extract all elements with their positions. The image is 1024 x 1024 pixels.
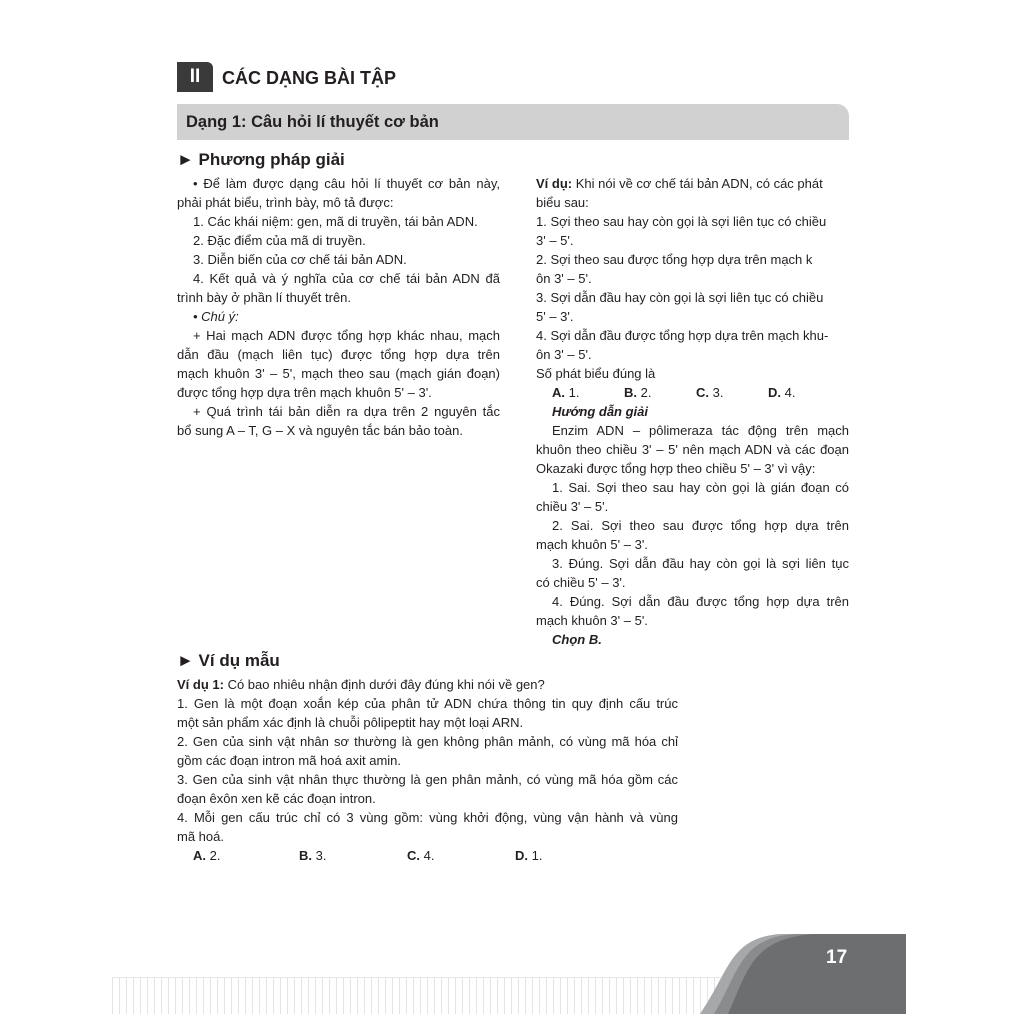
text-line: Okazaki được tổng hợp theo chiều 5' – 3' vì vậy:	[536, 461, 816, 476]
text-line: 2. Sai. Sợi theo sau được tổng hợp dựa trên	[552, 518, 849, 533]
line-text: Khi nói về cơ chế tái bản ADN, có các phát	[572, 176, 823, 191]
text-line: mạch khuôn 5' – 3'.	[536, 537, 648, 552]
text-line: ôn 3' – 5'.	[536, 347, 592, 362]
text-line: ôn 3' – 5'.	[536, 271, 592, 286]
text-line: bổ sung A – T, G – X và nguyên tắc bán bảo toàn.	[177, 423, 463, 438]
text-line: mã hoá.	[177, 829, 224, 844]
option-value: 4.	[781, 385, 796, 400]
text-line	[536, 174, 849, 193]
text-line: có chiều 5' – 3'.	[536, 575, 626, 590]
option-value: 3.	[709, 385, 724, 400]
text-line: Chọn B.	[552, 632, 602, 647]
option-value: 1.	[565, 385, 580, 400]
option-value: 1.	[528, 848, 543, 863]
text-line: 4. Kết quả và ý nghĩa của cơ chế tái bản ADN đã	[193, 271, 500, 286]
text-line: • Chú ý:	[193, 309, 239, 324]
option-label: C.	[407, 848, 420, 863]
answer-option	[696, 383, 768, 402]
method-heading: ► Phương pháp giải	[177, 150, 345, 169]
text-line: mạch khuôn 3' – 5'.	[536, 613, 648, 628]
text-line: Enzim ADN – pôlimeraza tác động trên mạch	[552, 423, 849, 438]
text-line: 1. Sợi theo sau hay còn gọi là sợi liên tục có chiều	[536, 214, 827, 229]
text-line: biểu sau:	[536, 195, 589, 210]
option-label: A.	[193, 848, 206, 863]
option-label: B.	[299, 848, 312, 863]
text-line: 2. Đặc điểm của mã di truyền.	[193, 233, 366, 248]
text-line: 2. Gen của sinh vật nhân sơ thường là gen không phân mảnh, có vùng mã hóa chỉ	[177, 734, 678, 749]
text-line: Số phát biểu đúng là	[536, 366, 656, 381]
text-line: 4. Sợi dẫn đầu được tổng hợp dựa trên mạch khu-	[536, 328, 829, 343]
text-line: đoạn êxôn xen kẽ các đoạn intron.	[177, 791, 376, 806]
section-title: CÁC DẠNG BÀI TẬP	[222, 68, 396, 88]
text-line: 4. Mỗi gen cấu trúc chỉ có 3 vùng gồm: vùng khởi động, vùng vận hành và vùng	[177, 810, 678, 825]
text-line: • Để làm được dạng câu hỏi lí thuyết cơ bản này,	[193, 176, 500, 191]
option-label: A.	[552, 385, 565, 400]
text-line: chiều 3' – 5'.	[536, 499, 609, 514]
method-column	[177, 174, 500, 440]
answer-option	[515, 846, 575, 865]
bold-prefix: Ví dụ:	[536, 176, 573, 191]
answer-option	[624, 383, 696, 402]
page-tab-decoration	[690, 930, 906, 1014]
option-value: 2.	[637, 385, 652, 400]
option-value: 3.	[312, 848, 327, 863]
answer-option	[768, 383, 840, 402]
option-label: D.	[515, 848, 528, 863]
sample-question	[177, 675, 678, 865]
text-line: trình bày ở phần lí thuyết trên.	[177, 290, 352, 305]
option-value: 2.	[206, 848, 221, 863]
text-line: Hướng dẫn giải	[552, 404, 649, 419]
text-line: 3. Đúng. Sợi dẫn đầu hay còn gọi là sợi liên tục	[552, 556, 849, 571]
text-line: + Quá trình tái bản diễn ra dựa trên 2 nguyên tắc	[193, 404, 500, 419]
footer-ruler-decoration	[112, 977, 762, 1014]
option-label: B.	[624, 385, 637, 400]
option-label: C.	[696, 385, 709, 400]
answer-option	[552, 383, 624, 402]
section-number-badge: II	[177, 62, 213, 92]
text-line: được tổng hợp dựa trên mạch khuôn 5' – 3'.	[177, 385, 432, 400]
topic-title: Dạng 1: Câu hỏi lí thuyết cơ bản	[186, 113, 439, 131]
text-line	[177, 675, 678, 694]
text-line: 1. Sai. Sợi theo sau hay còn gọi là gián đoạn có	[552, 480, 849, 495]
text-line: mạch khuôn 3' – 5', mạch theo sau (mạch gián đoạn)	[177, 366, 500, 381]
answer-option	[407, 846, 515, 865]
page-number: 17	[826, 947, 848, 968]
text-line: phải phát biểu, trình bày, mô tả được:	[177, 195, 394, 210]
option-value: 4.	[420, 848, 435, 863]
sample-heading: ► Ví dụ mẫu	[177, 651, 280, 670]
example-column	[536, 174, 849, 649]
text-line: 1. Gen là một đoạn xoắn kép của phân tử ADN chứa thông tin quy định cấu trúc	[177, 696, 678, 711]
text-line: 2. Sợi theo sau được tổng hợp dựa trên mạch k	[536, 252, 813, 267]
answer-option	[193, 846, 299, 865]
text-line: gồm các đoạn intron mã hoá axit amin.	[177, 753, 402, 768]
answer-options	[177, 846, 678, 865]
text-line: một sản phẩm xác định là chuỗi pôlipeptit hay một loại ARN.	[177, 715, 524, 730]
text-line: khuôn theo chiều 3' – 5' nên mạch ADN và các đoạn	[536, 442, 849, 457]
text-line: dẫn đầu (mạch liên tục) được tổng hợp dựa trên	[177, 347, 500, 362]
answer-options	[536, 383, 849, 402]
text-line: + Hai mạch ADN được tổng hợp khác nhau, mạch	[193, 328, 500, 343]
option-label: D.	[768, 385, 781, 400]
text-line: 3' – 5'.	[536, 233, 574, 248]
text-line: 3. Sợi dẫn đầu hay còn gọi là sợi liên tục có chiều	[536, 290, 824, 305]
text-line: 1. Các khái niệm: gen, mã di truyền, tái bản ADN.	[193, 214, 478, 229]
line-text: Có bao nhiêu nhận định dưới đây đúng khi nói về gen?	[223, 677, 545, 692]
topic-bar	[177, 104, 849, 140]
answer-option	[299, 846, 407, 865]
text-line: 3. Diễn biến của cơ chế tái bản ADN.	[193, 252, 407, 267]
text-line: 5' – 3'.	[536, 309, 574, 324]
text-line: 3. Gen của sinh vật nhân thực thường là gen phân mảnh, có vùng mã hóa gồm các	[177, 772, 678, 787]
text-line: 4. Đúng. Sợi dẫn đầu được tổng hợp dựa trên	[552, 594, 849, 609]
bold-prefix: Ví dụ 1:	[177, 677, 224, 692]
